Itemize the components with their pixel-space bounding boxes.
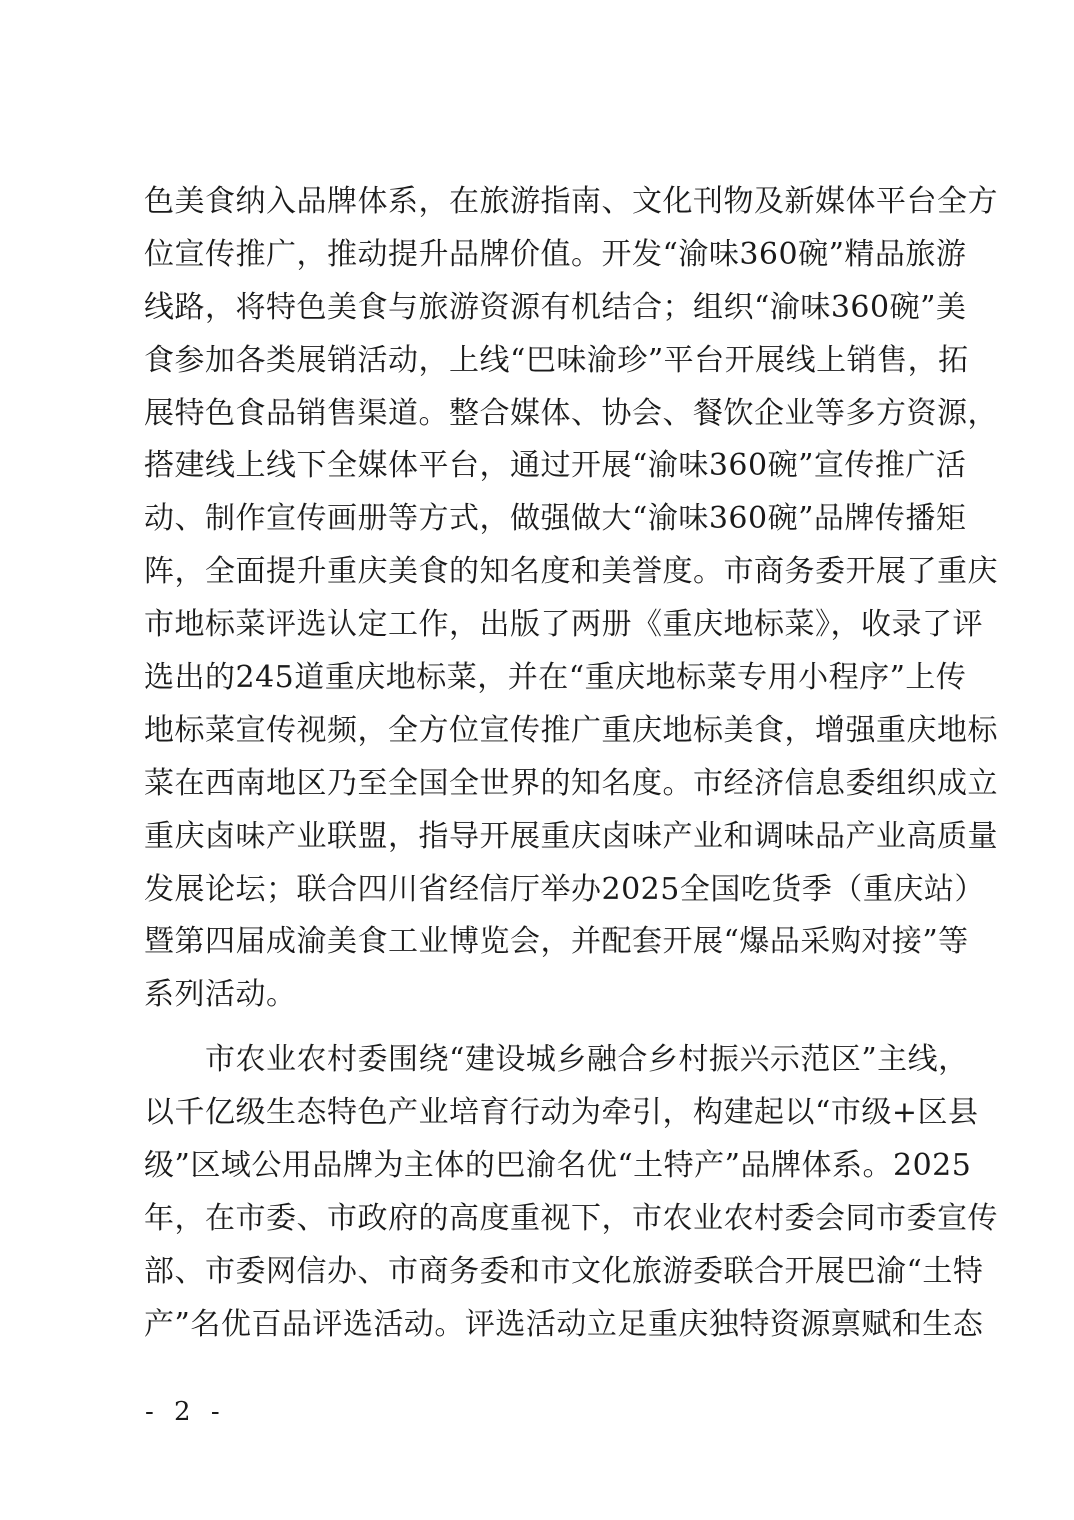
text-line: 食参加各类展销活动，上线“巴味渝珍”平台开展线上销售，拓 — [144, 342, 969, 378]
text-line: 年，在市委、市政府的高度重视下，市农业农村委会同市委宣传 — [144, 1200, 998, 1236]
text-line: 线路，将特色美食与旅游资源有机结合；组织“渝味360碗”美 — [144, 289, 967, 325]
text-line: 选出的245道重庆地标菜，并在“重庆地标菜专用小程序”上传 — [144, 660, 967, 696]
text-line: 地标菜宣传视频，全方位宣传推广重庆地标美食，增强重庆地标 — [144, 712, 998, 748]
text-line: 系列活动。 — [144, 977, 297, 1013]
paragraph-1 — [144, 176, 998, 1022]
paragraph-gap — [144, 1022, 942, 1034]
text-line: 重庆卤味产业联盟，指导开展重庆卤味产业和调味品产业高质量 — [144, 818, 998, 854]
text-line: 发展论坛；联合四川省经信厅举办2025全国吃货季（重庆站） — [144, 871, 985, 907]
text-line: 市地标菜评选认定工作，出版了两册《重庆地标菜》，收录了评 — [144, 607, 983, 643]
text-line: 动、制作宣传画册等方式，做强做大“渝味360碗”品牌传播矩 — [144, 501, 967, 537]
text-line: 菜在西南地区乃至全国全世界的知名度。市经济信息委组织成立 — [144, 765, 998, 801]
text-line: 展特色食品销售渠道。整合媒体、协会、餐饮企业等多方资源， — [144, 395, 998, 431]
text-line: 产”名优百品评选活动。评选活动立足重庆独特资源禀赋和生态 — [144, 1306, 984, 1342]
text-line: 阵，全面提升重庆美食的知名度和美誉度。市商务委开展了重庆 — [144, 554, 998, 590]
text-line: 级”区域公用品牌为主体的巴渝名优“土特产”品牌体系。2025 — [144, 1148, 972, 1184]
text-line: 搭建线上线下全媒体平台，通过开展“渝味360碗”宣传推广活 — [144, 448, 967, 484]
paragraph-2 — [144, 1034, 998, 1351]
text-line: 以千亿级生态特色产业培育行动为牵引，构建起以“市级+区县 — [144, 1095, 979, 1131]
text-line: 市农业农村委围绕“建设城乡融合乡村振兴示范区”主线， — [144, 1042, 969, 1078]
text-line: 暨第四届成渝美食工业博览会，并配套开展“爆品采购对接”等 — [144, 924, 969, 960]
document-body — [144, 176, 998, 1352]
page-number: - 2 - — [145, 1397, 226, 1427]
text-line: 色美食纳入品牌体系，在旅游指南、文化刊物及新媒体平台全方 — [144, 184, 998, 219]
text-line: 位宣传推广，推动提升品牌价值。开发“渝味360碗”精品旅游 — [144, 236, 967, 272]
text-line: 部、市委网信办、市商务委和市文化旅游委联合开展巴渝“土特 — [144, 1253, 984, 1289]
